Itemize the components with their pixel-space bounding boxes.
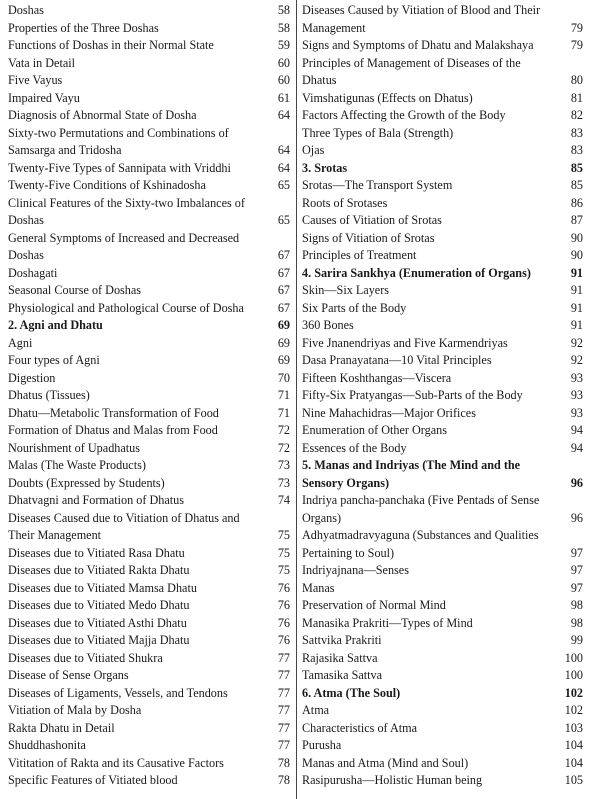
toc-entry-title: Factors Affecting the Growth of the Body (302, 108, 506, 122)
toc-entry-page: 102 (564, 685, 583, 700)
toc-entry-title: General Symptoms of Increased and Decreased Doshas (8, 230, 240, 262)
toc-entry (8, 2, 290, 20)
toc-right-column (302, 2, 583, 790)
toc-entry-page: 81 (570, 90, 583, 105)
toc-entry-page: 77 (277, 703, 290, 717)
toc-entry (302, 562, 583, 580)
toc-entry (8, 265, 290, 283)
toc-entry-title: Diseases due to Vitiated Mamsa Dhatu (8, 580, 197, 595)
toc-entry (302, 632, 583, 650)
toc-entry-title: Specific Features of Vitiated blood (8, 773, 178, 787)
toc-entry-title: Atma (302, 703, 330, 717)
toc-entry-page: 90 (570, 230, 583, 245)
toc-entry (8, 685, 290, 703)
toc-entry-page: 94 (570, 440, 583, 455)
toc-entry-page: 103 (564, 720, 583, 735)
toc-entry-title: Formation of Dhatus and Malas from Food (8, 423, 218, 437)
toc-entry (8, 177, 290, 195)
toc-entry-title: Enumeration of Other Organs (302, 423, 447, 437)
toc-entry (8, 492, 290, 510)
toc-entry-title: Ojas (302, 143, 325, 157)
toc-entry-title: 4. Sarira Sankhya (Enumeration of Organs) (302, 265, 531, 280)
toc-entry-page: 78 (277, 773, 290, 787)
toc-entry-page: 85 (570, 160, 583, 175)
toc-entry-title: Sattvika Prakriti (302, 633, 382, 647)
toc-entry-title: Functions of Doshas in their Normal State (8, 38, 214, 52)
toc-entry (302, 2, 583, 37)
toc-entry (302, 107, 583, 125)
toc-entry (8, 160, 290, 178)
toc-entry-title: Properties of the Three Doshas (8, 20, 159, 35)
toc-entry-page: 93 (570, 405, 583, 420)
toc-entry-title: Essences of the Body (302, 440, 407, 455)
toc-entry (302, 650, 583, 668)
toc-entry-title: Diseases due to Vitiated Rasa Dhatu (8, 545, 185, 560)
toc-entry-title: 360 Bones (302, 318, 354, 332)
toc-entry-page: 65 (277, 178, 290, 192)
toc-entry-title: Seasonal Course of Doshas (8, 283, 142, 297)
toc-entry (8, 335, 290, 353)
toc-entry-title: Disease of Sense Organs (8, 668, 129, 682)
toc-entry-page: 80 (570, 73, 583, 87)
toc-entry (302, 702, 583, 720)
toc-entry-page: 72 (277, 440, 290, 455)
toc-entry (302, 230, 583, 248)
toc-entry-page: 75 (277, 545, 290, 560)
toc-entry-page: 91 (570, 283, 583, 297)
toc-entry (302, 55, 583, 90)
toc-entry (8, 230, 290, 265)
toc-entry-title: Adhyatmadravyaguna (Substances and Qualities Pertaining to Soul) (302, 528, 539, 560)
toc-entry-page: 93 (570, 370, 583, 385)
toc-entry-title: Dhatu—Metabolic Transformation of Food (8, 405, 219, 420)
toc-entry-title: Characteristics of Atma (302, 720, 418, 735)
toc-entry-page: 92 (570, 353, 583, 367)
toc-entry (8, 702, 290, 720)
toc-entry-title: Clinical Features of the Sixty-two Imbalances of Doshas (8, 195, 245, 227)
toc-entry-page: 96 (570, 475, 583, 490)
toc-entry (302, 142, 583, 160)
toc-entry (302, 492, 583, 527)
toc-entry-title: Srotas—The Transport System (302, 178, 453, 192)
toc-entry (302, 125, 583, 143)
toc-entry-title: Doubts (Expressed by Students) (8, 475, 165, 490)
toc-entry-page: 69 (277, 353, 290, 367)
toc-entry-title: Physiological and Pathological Course of Dosha (8, 300, 244, 315)
toc-entry (302, 335, 583, 353)
toc-entry-page: 87 (570, 213, 583, 227)
toc-entry-page: 100 (564, 668, 583, 682)
toc-entry-page: 70 (277, 370, 290, 385)
toc-entry-title: Causes of Vitiation of Srotas (302, 213, 442, 227)
toc-entry-title: Manasika Prakriti—Types of Mind (302, 615, 473, 630)
toc-entry-page: 60 (277, 55, 290, 70)
toc-entry-title: Nine Mahachidras—Major Orifices (302, 405, 476, 420)
toc-entry-page: 65 (277, 213, 290, 227)
toc-entry-page: 67 (277, 248, 290, 262)
toc-entry (8, 597, 290, 615)
toc-entry (8, 755, 290, 773)
toc-entry (302, 370, 583, 388)
toc-entry-title: Vitiation of Mala by Dosha (8, 703, 142, 717)
toc-entry (8, 352, 290, 370)
toc-entry-page: 98 (570, 598, 583, 612)
toc-entry-page: 64 (277, 108, 290, 122)
toc-entry (302, 720, 583, 738)
toc-chapter-heading (302, 457, 583, 492)
toc-entry-title: Principles of Treatment (302, 248, 417, 262)
toc-entry (8, 107, 290, 125)
toc-entry (302, 440, 583, 458)
toc-entry (302, 282, 583, 300)
toc-entry (302, 247, 583, 265)
toc-entry-page: 99 (570, 633, 583, 647)
toc-entry (302, 667, 583, 685)
toc-entry (8, 545, 290, 563)
toc-entry-page: 104 (564, 755, 583, 770)
toc-entry-title: Four types of Agni (8, 353, 100, 367)
toc-entry-title: Doshas (8, 3, 44, 17)
toc-entry-title: Diseases due to Vitiated Medo Dhatu (8, 598, 190, 612)
toc-entry-title: Diagnosis of Abnormal State of Dosha (8, 108, 197, 122)
toc-entry (302, 387, 583, 405)
toc-entry (302, 405, 583, 423)
toc-entry (8, 457, 290, 475)
toc-entry-page: 75 (277, 563, 290, 577)
toc-entry (302, 737, 583, 755)
toc-entry-page: 97 (570, 563, 583, 577)
toc-entry-title: Impaired Vayu (8, 90, 80, 105)
toc-entry-page: 67 (277, 265, 290, 280)
toc-entry-page: 97 (570, 580, 583, 595)
toc-entry-page: 77 (277, 685, 290, 700)
toc-entry (302, 772, 583, 790)
toc-entry (302, 755, 583, 773)
toc-entry (302, 352, 583, 370)
toc-entry-page: 72 (277, 423, 290, 437)
toc-entry (8, 55, 290, 73)
toc-entry-title: Vata in Detail (8, 55, 76, 70)
toc-entry-title: Tamasika Sattva (302, 668, 383, 682)
toc-entry (8, 90, 290, 108)
toc-entry (302, 580, 583, 598)
toc-entry-title: Signs and Symptoms of Dhatu and Malakshaya (302, 38, 534, 52)
toc-entry-title: Six Parts of the Body (302, 300, 407, 315)
toc-entry-title: Purusha (302, 738, 342, 752)
toc-entry-title: Five Vayus (8, 73, 63, 87)
toc-entry-title: Roots of Srotases (302, 195, 388, 210)
toc-entry-page: 77 (277, 720, 290, 735)
toc-entry (8, 650, 290, 668)
toc-entry (302, 177, 583, 195)
toc-entry-title: Dhatvagni and Formation of Dhatus (8, 493, 185, 507)
toc-entry (302, 422, 583, 440)
toc-entry-title: 6. Atma (The Soul) (302, 685, 401, 700)
toc-entry-title: Dasa Pranayatana—10 Vital Principles (302, 353, 492, 367)
toc-entry-title: Signs of Vitiation of Srotas (302, 230, 435, 245)
toc-entry-page: 97 (570, 545, 583, 560)
toc-entry-page: 74 (277, 493, 290, 507)
toc-entry-page: 71 (277, 405, 290, 420)
toc-entry-page: 78 (277, 755, 290, 770)
toc-entry-title: Sixty-two Permutations and Combinations of Samsarga and Tridosha (8, 125, 229, 157)
toc-entry-title: Fifteen Koshthangas—Viscera (302, 370, 452, 385)
toc-entry (302, 212, 583, 230)
toc-entry-title: Rasipurusha—Holistic Human being (302, 773, 483, 787)
toc-entry-page: 79 (570, 38, 583, 52)
toc-entry-title: Digestion (8, 370, 56, 385)
toc-entry-page: 60 (277, 73, 290, 87)
toc-entry-page: 58 (277, 3, 290, 17)
toc-entry-page: 77 (277, 668, 290, 682)
toc-left-column (8, 2, 290, 790)
toc-entry-title: Skin—Six Layers (302, 283, 390, 297)
toc-entry-page: 73 (277, 475, 290, 490)
toc-entry (8, 720, 290, 738)
toc-entry (8, 615, 290, 633)
toc-entry-page: 71 (277, 388, 290, 402)
toc-entry-page: 73 (277, 458, 290, 472)
toc-entry-page: 76 (277, 633, 290, 647)
toc-entry-title: Diseases due to Vitiated Majja Dhatu (8, 633, 190, 647)
toc-entry (302, 597, 583, 615)
column-divider (296, 0, 297, 799)
toc-entry-page: 79 (570, 20, 583, 35)
toc-entry-title: Agni (8, 335, 33, 350)
toc-entry (302, 300, 583, 318)
toc-entry-title: Manas (302, 580, 335, 595)
toc-entry (302, 615, 583, 633)
toc-entry-page: 83 (570, 125, 583, 140)
toc-entry-page: 59 (277, 38, 290, 52)
toc-entry (8, 667, 290, 685)
toc-entry-page: 100 (564, 650, 583, 665)
toc-entry-title: Vititation of Rakta and its Causative Factors (8, 755, 224, 770)
toc-entry-title: Five Jnanendriyas and Five Karmendriyas (302, 335, 508, 350)
toc-entry-page: 69 (277, 335, 290, 350)
toc-entry-title: Diseases due to Vitiated Asthi Dhatu (8, 615, 187, 630)
toc-entry-title: Vimshatigunas (Effects on Dhatus) (302, 90, 473, 105)
toc-entry-page: 75 (277, 528, 290, 542)
toc-entry-title: Diseases of Ligaments, Vessels, and Tendons (8, 685, 228, 700)
toc-entry-title: Diseases due to Vitiated Rakta Dhatu (8, 563, 190, 577)
toc-entry (8, 195, 290, 230)
toc-entry-page: 76 (277, 598, 290, 612)
toc-entry-title: Doshagati (8, 265, 58, 280)
toc-entry (302, 90, 583, 108)
toc-entry (8, 422, 290, 440)
toc-entry-title: Diseases Caused by Vitiation of Blood and Their Management (302, 3, 541, 35)
toc-entry (302, 527, 583, 562)
toc-entry (8, 772, 290, 790)
toc-entry-title: Rakta Dhatu in Detail (8, 720, 115, 735)
toc-entry-title: Manas and Atma (Mind and Soul) (302, 755, 469, 770)
toc-entry-page: 67 (277, 300, 290, 315)
toc-entry (8, 510, 290, 545)
toc-entry-title: Principles of Management of Diseases of the Dhatus (302, 55, 521, 87)
toc-entry-title: Dhatus (Tissues) (8, 388, 90, 402)
toc-entry-title: Twenty-Five Types of Sannipata with Vriddhi (8, 160, 231, 175)
toc-entry (302, 195, 583, 213)
toc-entry (8, 440, 290, 458)
toc-entry-title: Malas (The Waste Products) (8, 458, 146, 472)
toc-entry-title: Rajasika Sattva (302, 650, 378, 665)
toc-entry-title: Twenty-Five Conditions of Kshinadosha (8, 178, 206, 192)
toc-entry (8, 562, 290, 580)
toc-chapter-heading (302, 265, 583, 283)
toc-entry-page: 77 (277, 650, 290, 665)
toc-entry-page: 85 (570, 178, 583, 192)
toc-entry (8, 72, 290, 90)
toc-entry-title: Indriyajnana—Senses (302, 563, 409, 577)
toc-entry-page: 98 (570, 615, 583, 630)
toc-entry (8, 300, 290, 318)
toc-entry-title: 2. Agni and Dhatu (8, 318, 103, 332)
toc-entry (302, 317, 583, 335)
toc-entry-page: 94 (570, 423, 583, 437)
toc-entry (8, 370, 290, 388)
toc-chapter-heading (302, 685, 583, 703)
toc-entry-title: 3. Srotas (302, 160, 348, 175)
toc-entry-page: 67 (277, 283, 290, 297)
toc-chapter-heading (8, 317, 290, 335)
toc-entry-page: 91 (570, 265, 583, 280)
toc-entry-page: 64 (277, 143, 290, 157)
toc-entry-page: 96 (570, 510, 583, 525)
toc-entry-page: 61 (277, 90, 290, 105)
toc-entry (8, 405, 290, 423)
toc-entry-title: Diseases Caused due to Vitiation of Dhatus and Their Management (8, 510, 240, 542)
toc-entry-page: 58 (277, 20, 290, 35)
toc-entry (8, 125, 290, 160)
toc-entry-page: 77 (277, 738, 290, 752)
toc-entry-title: Preservation of Normal Mind (302, 598, 446, 612)
toc-entry-title: Fifty-Six Pratyangas—Sub-Parts of the Body (302, 388, 523, 402)
toc-entry-page: 102 (564, 703, 583, 717)
toc-entry-title: 5. Manas and Indriyas (The Mind and the Sensory Organs) (302, 458, 521, 490)
toc-entry (8, 20, 290, 38)
toc-entry (8, 475, 290, 493)
toc-entry-page: 91 (570, 300, 583, 315)
toc-entry-title: Shuddhashonita (8, 738, 86, 752)
toc-entry-page: 93 (570, 388, 583, 402)
toc-entry (8, 387, 290, 405)
toc-entry-title: Diseases due to Vitiated Shukra (8, 650, 163, 665)
toc-entry-page: 76 (277, 580, 290, 595)
toc-entry-page: 86 (570, 195, 583, 210)
toc-entry-page: 82 (570, 108, 583, 122)
toc-entry-title: Nourishment of Upadhatus (8, 440, 141, 455)
toc-entry-title: Three Types of Bala (Strength) (302, 125, 454, 140)
toc-entry-page: 83 (570, 143, 583, 157)
toc-entry-page: 92 (570, 335, 583, 350)
toc-entry-title: Indriya pancha-panchaka (Five Pentads of Sense Organs) (302, 493, 540, 525)
toc-entry (8, 580, 290, 598)
toc-entry-page: 91 (570, 318, 583, 332)
toc-entry (8, 632, 290, 650)
toc-chapter-heading (302, 160, 583, 178)
toc-entry (302, 37, 583, 55)
toc-entry (8, 737, 290, 755)
toc-entry-page: 76 (277, 615, 290, 630)
toc-entry-page: 104 (564, 738, 583, 752)
toc-entry-page: 105 (564, 773, 583, 787)
toc-entry-page: 90 (570, 248, 583, 262)
toc-entry-page: 69 (277, 318, 290, 332)
toc-entry (8, 282, 290, 300)
toc-entry-page: 64 (277, 160, 290, 175)
toc-entry (8, 37, 290, 55)
